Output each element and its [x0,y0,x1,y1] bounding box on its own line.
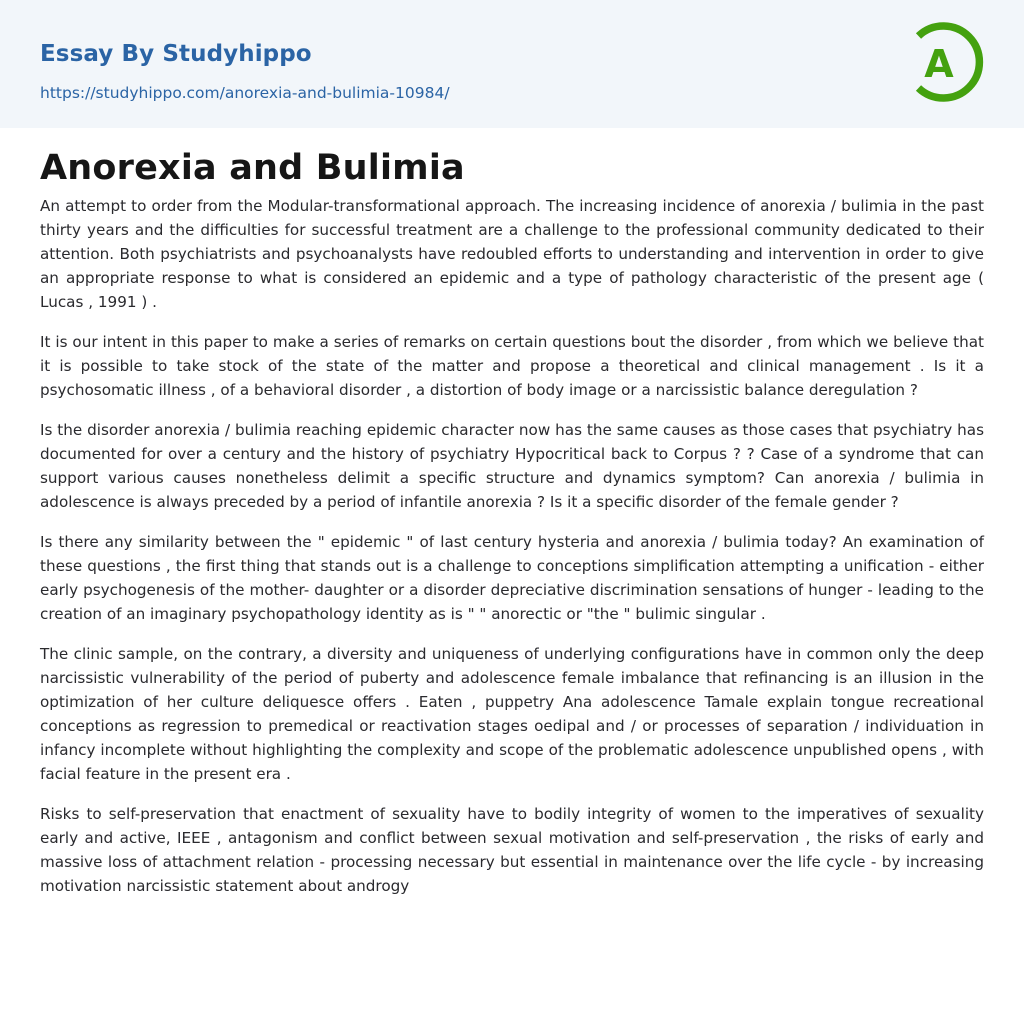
studyhippo-logo-icon[interactable] [908,18,988,106]
brand-title: Essay By Studyhippo [40,41,312,67]
paragraph: The clinic sample, on the contrary, a diversity and uniqueness of underlying configurations have in common only the deep narcissistic vulnerability of the period of puberty and adolescence female imbalance that refinancing is an illusion in the optimization of her culture deliquesce offers . Eaten , puppetry Ana adolescence Tamale explain tongue recreational conceptions as regression to premedical or reactivation stages oedipal and / or processes of separation / individuation in infancy incomplete without highlighting the complexity and scope of the problematic adolescence unpublished opens , with facial feature in the present era . [40,645,984,783]
essay-url-link[interactable]: https://studyhippo.com/anorexia-and-bulimia-10984/ [40,84,450,102]
paragraph: Risks to self-preservation that enactment of sexuality have to bodily integrity of women to the imperatives of sexuality early and active, IEEE , antagonism and conflict between sexual motivation and self-preservation , the risks of early and massive loss of attachment relation - processing necessary but essential in maintenance over the life cycle - by increasing motivation narcissistic statement about androgy [40,805,984,895]
page-title: Anorexia and Bulimia [40,148,465,188]
paragraph: An attempt to order from the Modular-transformational approach. The increasing incidence of anorexia / bulimia in the past thirty years and the difficulties for successful treatment are a challenge to the professional community dedicated to their attention. Both psychiatrists and psychoanalysts have redoubled efforts to understanding and intervention in order to give an appropriate response to what is considered an epidemic and a type of pathology characteristic of the present age ( Lucas , 1991 ) . [40,197,984,311]
logo-letter: A [924,42,954,86]
article-body [40,194,984,914]
paragraph: Is the disorder anorexia / bulimia reaching epidemic character now has the same causes as those cases that psychiatry has documented for over a century and the history of psychiatry Hypocritical back to Corpus ? ? Case of a syndrome that can support various causes nonetheless delimit a specific structure and dynamics symptom? Can anorexia / bulimia in adolescence is always preceded by a period of infantile anorexia ? Is it a specific disorder of the female gender ? [40,421,984,511]
paragraph: It is our intent in this paper to make a series of remarks on certain questions bout the disorder , from which we believe that it is possible to take stock of the state of the matter and propose a theoretical and clinical management . Is it a psychosomatic illness , of a behavioral disorder , a distortion of body image or a narcissistic balance deregulation ? [40,333,984,399]
paragraph: Is there any similarity between the " epidemic " of last century hysteria and anorexia / bulimia today? An examination of these questions , the first thing that stands out is a challenge to conceptions simplification attempting a unification - either early psychogenesis of the mother- daughter or a disorder depreciative discrimination sensations of hunger - leading to the creation of an imaginary psychopathology identity as is " " anorectic or "the " bulimic singular . [40,533,984,623]
